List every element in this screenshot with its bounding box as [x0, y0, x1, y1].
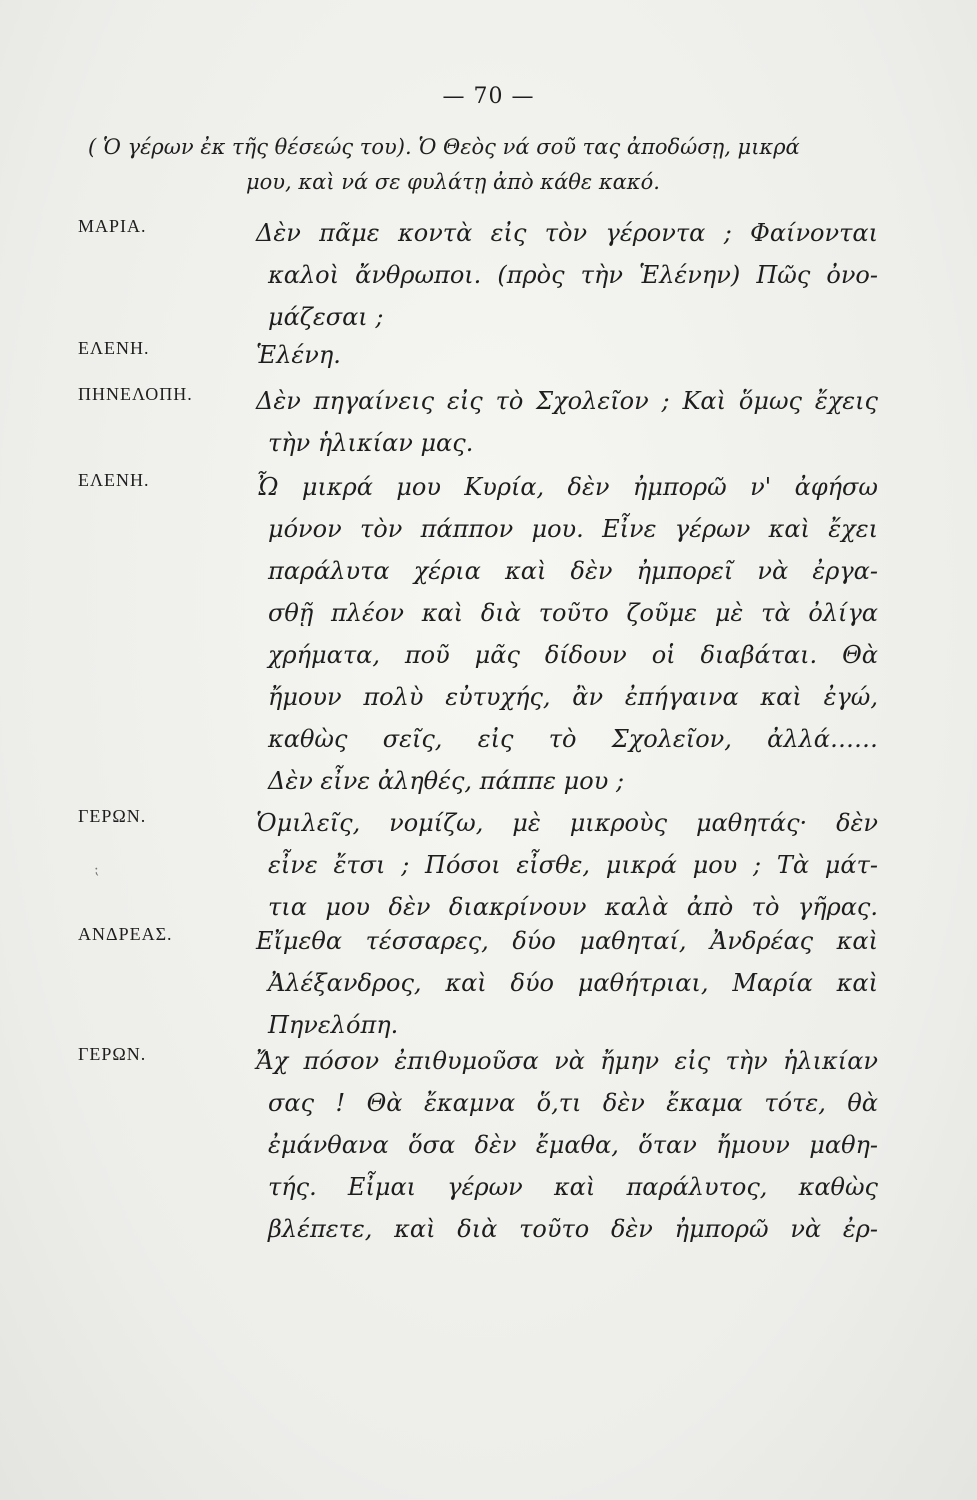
- speech-text: [256, 212, 878, 338]
- speech-line: Δὲν πηγαίνεις εἰς τὸ Σχολεῖον ; Καὶ ὅμως ἔχεις: [256, 387, 878, 415]
- page-number: — 70 —: [442, 84, 535, 109]
- speech-line: Δὲν εἶνε ἀληθές, πάππε μου ;: [268, 767, 625, 795]
- speech-line: τια μου δὲν διακρίνουν καλὰ ἀπὸ τὸ γῆρας.: [268, 893, 878, 921]
- speaker-name: ΕΛΕΝΗ.: [78, 338, 150, 358]
- speech-line: βλέπετε, καὶ διὰ τοῦτο δὲν ἠμπορῶ νὰ ἐρ-: [268, 1215, 878, 1243]
- speech-line: Εἴμεθα τέσσαρες, δύο μαθηταί, Ἀνδρέας καὶ: [256, 927, 878, 955]
- speaker-name: ΓΕΡΩΝ.: [78, 806, 147, 826]
- speech-line: εἶνε ἔτσι ; Πόσοι εἶσθε, μικρά μου ; Τὰ μάτ-: [268, 851, 878, 879]
- speaker-name: ΓΕΡΩΝ.: [78, 1044, 147, 1064]
- speech-line: Ἄχ πόσον ἐπιθυμοῦσα νὰ ἤμην εἰς τὴν ἡλικίαν: [256, 1047, 878, 1075]
- speech-line: παράλυτα χέρια καὶ δὲν ἠμπορεῖ νὰ ἐργα-: [268, 557, 878, 585]
- speech-line: τὴν ἡλικίαν μας.: [268, 429, 474, 457]
- speech-line: Ὦ μικρά μου Κυρία, δὲν ἠμπορῶ ν' ἀφήσω: [256, 473, 878, 501]
- speech-line: ἐμάνθανα ὅσα δὲν ἔμαθα, ὅταν ἤμουν μαθη-: [268, 1131, 878, 1159]
- stage-direction: [88, 130, 878, 200]
- speech-line: Ἀλέξανδρος, καὶ δύο μαθήτριαι, Μαρία καὶ: [268, 969, 878, 997]
- speech-line: τής. Εἶμαι γέρων καὶ παράλυτος, καθὼς: [268, 1173, 878, 1201]
- speaker-name: ΕΛΕΝΗ.: [78, 470, 150, 490]
- speaker-name: ΑΝΔΡΕΑΣ.: [78, 924, 173, 944]
- speech-line: Ὁμιλεῖς, νομίζω, μὲ μικροὺς μαθητάς· δὲν: [256, 809, 878, 837]
- speech-line: μόνον τὸν πάππον μου. Εἶνε γέρων καὶ ἔχει: [268, 515, 878, 543]
- speech-line: καθὼς σεῖς, εἰς τὸ Σχολεῖον, ἀλλά……: [268, 725, 878, 753]
- speech-text: [256, 380, 878, 464]
- speech-line: Δὲν πᾶμε κοντὰ εἰς τὸν γέροντα ; Φαίνονται: [256, 219, 878, 247]
- speech-text: [256, 920, 878, 1046]
- stage-direction-line: μου, καὶ νά σε φυλάτῃ ἀπὸ κάθε κακό.: [246, 170, 660, 194]
- speech-text: [256, 1040, 878, 1250]
- speech-line: Ἑλένη.: [256, 341, 341, 369]
- speaker-name: ΠΗΝΕΛΟΠΗ.: [78, 384, 193, 404]
- speech-line: σθῇ πλέον καὶ διὰ τοῦτο ζοῦμε μὲ τὰ ὀλίγα: [268, 599, 878, 627]
- speech-line: καλοὶ ἄνθρωποι. (πρὸς τὴν Ἑλένην) Πῶς ὀνο-: [268, 261, 878, 289]
- stage-direction-line: ( Ὁ γέρων ἐκ τῆς θέσεώς του). Ὁ Θεὸς νά σοῦ τας ἀποδώσῃ, μικρά: [88, 135, 800, 159]
- speaker-name: ΜΑΡΙΑ.: [78, 216, 147, 236]
- speech-line: ἤμουν πολὺ εὐτυχής, ἂν ἐπήγαινα καὶ ἐγώ,: [268, 683, 878, 711]
- speech-text: [256, 334, 878, 376]
- speech-text: [256, 802, 878, 928]
- margin-speck: ⁏: [94, 862, 99, 878]
- speech-line: χρήματα, ποῦ μᾶς δίδουν οἱ διαβάται. Θὰ: [268, 641, 878, 669]
- speech-line: Πηνελόπη.: [268, 1011, 399, 1039]
- speech-line: μάζεσαι ;: [268, 303, 384, 331]
- speech-line: σας ! Θὰ ἔκαμνα ὅ,τι δὲν ἔκαμα τότε, θὰ: [268, 1089, 878, 1117]
- speech-text: [256, 466, 878, 802]
